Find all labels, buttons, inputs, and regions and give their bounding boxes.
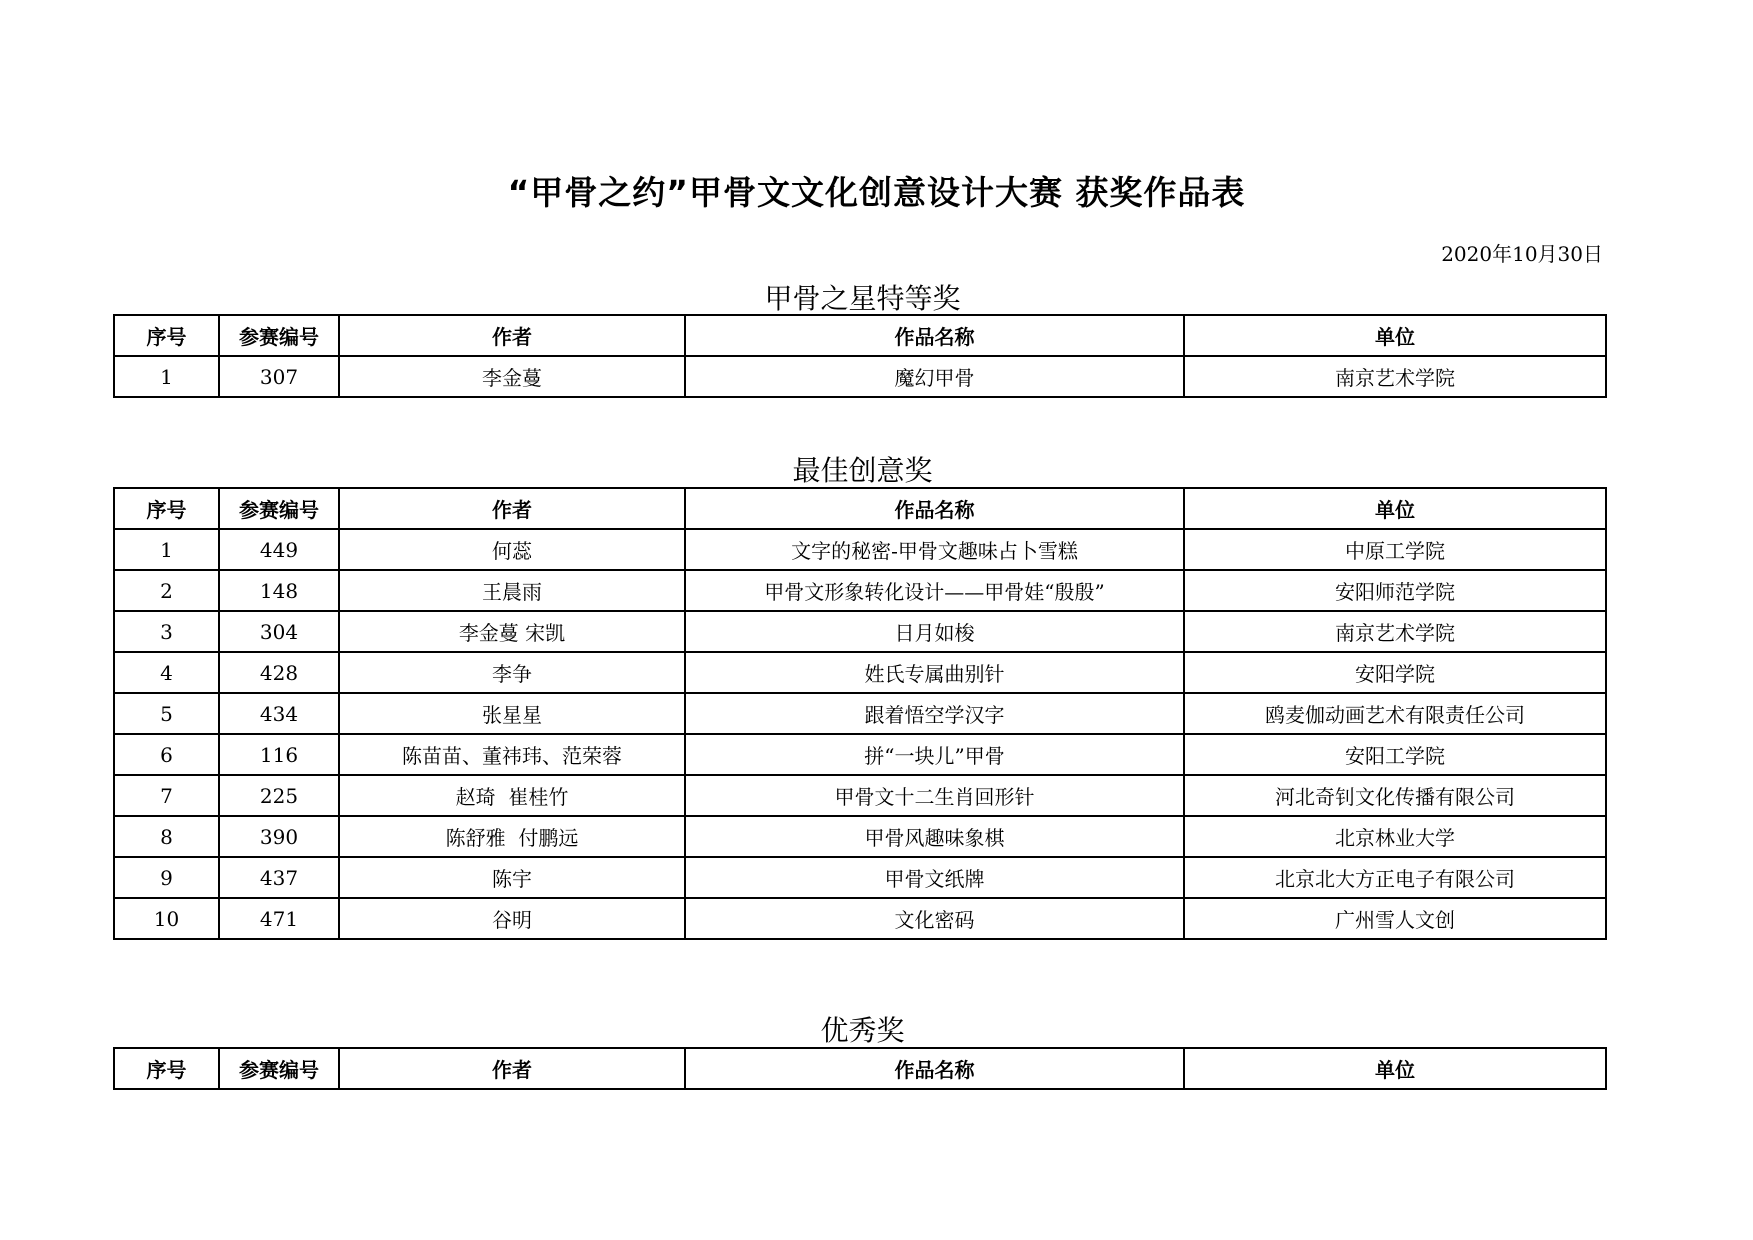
section-title-best-creativity: 最佳创意奖 [792,454,933,487]
cell-work-title: 文化密码 [685,898,1184,939]
cell-index: 6 [114,734,219,775]
table-header-row [114,1048,1606,1089]
cell-author: 陈宇 [339,857,685,898]
table-row [114,611,1606,652]
col-header-entry-number: 参赛编号 [219,315,339,356]
table-row [114,898,1606,939]
col-header-organization: 单位 [1184,1048,1606,1089]
cell-work-title: 魔幻甲骨 [685,356,1184,397]
cell-work-title: 日月如梭 [685,611,1184,652]
excellence-table [113,1047,1607,1090]
cell-organization: 河北奇钊文化传播有限公司 [1184,775,1606,816]
table-row [114,652,1606,693]
cell-work-title: 跟着悟空学汉字 [685,693,1184,734]
cell-index: 5 [114,693,219,734]
cell-entry-number: 148 [219,570,339,611]
cell-work-title: 文字的秘密-甲骨文趣味占卜雪糕 [685,529,1184,570]
cell-entry-number: 437 [219,857,339,898]
cell-author: 李金蔓 [339,356,685,397]
table-row [114,356,1606,397]
table-row [114,816,1606,857]
col-header-entry-number: 参赛编号 [219,1048,339,1089]
best-creativity-table [113,487,1607,940]
cell-author: 赵琦 崔桂竹 [339,775,685,816]
cell-author: 李争 [339,652,685,693]
cell-index: 4 [114,652,219,693]
col-header-organization: 单位 [1184,315,1606,356]
document-date: 2020年10月30日 [1441,242,1603,266]
cell-entry-number: 116 [219,734,339,775]
section-title-grand-prize: 甲骨之星特等奖 [764,282,961,315]
cell-organization: 广州雪人文创 [1184,898,1606,939]
cell-author: 张星星 [339,693,685,734]
col-header-organization: 单位 [1184,488,1606,529]
cell-author: 谷明 [339,898,685,939]
cell-index: 1 [114,529,219,570]
cell-work-title: 甲骨文十二生肖回形针 [685,775,1184,816]
cell-index: 1 [114,356,219,397]
cell-author: 王晨雨 [339,570,685,611]
cell-work-title: 甲骨文纸牌 [685,857,1184,898]
cell-organization: 南京艺术学院 [1184,356,1606,397]
cell-entry-number: 434 [219,693,339,734]
cell-work-title: 拼“一块儿”甲骨 [685,734,1184,775]
table-header-row [114,488,1606,529]
cell-work-title: 姓氏专属曲别针 [685,652,1184,693]
cell-entry-number: 390 [219,816,339,857]
col-header-entry-number: 参赛编号 [219,488,339,529]
cell-organization: 中原工学院 [1184,529,1606,570]
cell-author: 何蕊 [339,529,685,570]
table-row [114,775,1606,816]
cell-author: 陈舒雅 付鹏远 [339,816,685,857]
section-title-excellence: 优秀奖 [820,1014,905,1047]
cell-author: 陈苗苗、董祎玮、范荣蓉 [339,734,685,775]
cell-index: 10 [114,898,219,939]
col-header-work-title: 作品名称 [685,488,1184,529]
cell-index: 7 [114,775,219,816]
cell-work-title: 甲骨文形象转化设计——甲骨娃“殷殷” [685,570,1184,611]
col-header-author: 作者 [339,488,685,529]
cell-entry-number: 307 [219,356,339,397]
cell-entry-number: 304 [219,611,339,652]
table-row [114,529,1606,570]
cell-index: 9 [114,857,219,898]
cell-organization: 鸥麦伽动画艺术有限责任公司 [1184,693,1606,734]
grand-prize-table [113,314,1607,398]
cell-organization: 南京艺术学院 [1184,611,1606,652]
col-header-work-title: 作品名称 [685,1048,1184,1089]
cell-entry-number: 428 [219,652,339,693]
cell-organization: 安阳工学院 [1184,734,1606,775]
cell-entry-number: 471 [219,898,339,939]
table-row [114,693,1606,734]
col-header-work-title: 作品名称 [685,315,1184,356]
cell-author: 李金蔓 宋凯 [339,611,685,652]
table-row [114,734,1606,775]
table-row [114,570,1606,611]
col-header-index: 序号 [114,1048,219,1089]
cell-index: 3 [114,611,219,652]
cell-entry-number: 225 [219,775,339,816]
cell-entry-number: 449 [219,529,339,570]
cell-organization: 北京林业大学 [1184,816,1606,857]
col-header-index: 序号 [114,488,219,529]
cell-organization: 安阳师范学院 [1184,570,1606,611]
cell-organization: 安阳学院 [1184,652,1606,693]
col-header-author: 作者 [339,1048,685,1089]
col-header-index: 序号 [114,315,219,356]
table-row [114,857,1606,898]
page-title: “甲骨之约”甲骨文文化创意设计大赛 获奖作品表 [507,173,1246,212]
cell-index: 8 [114,816,219,857]
cell-organization: 北京北大方正电子有限公司 [1184,857,1606,898]
table-header-row [114,315,1606,356]
cell-index: 2 [114,570,219,611]
col-header-author: 作者 [339,315,685,356]
cell-work-title: 甲骨风趣味象棋 [685,816,1184,857]
